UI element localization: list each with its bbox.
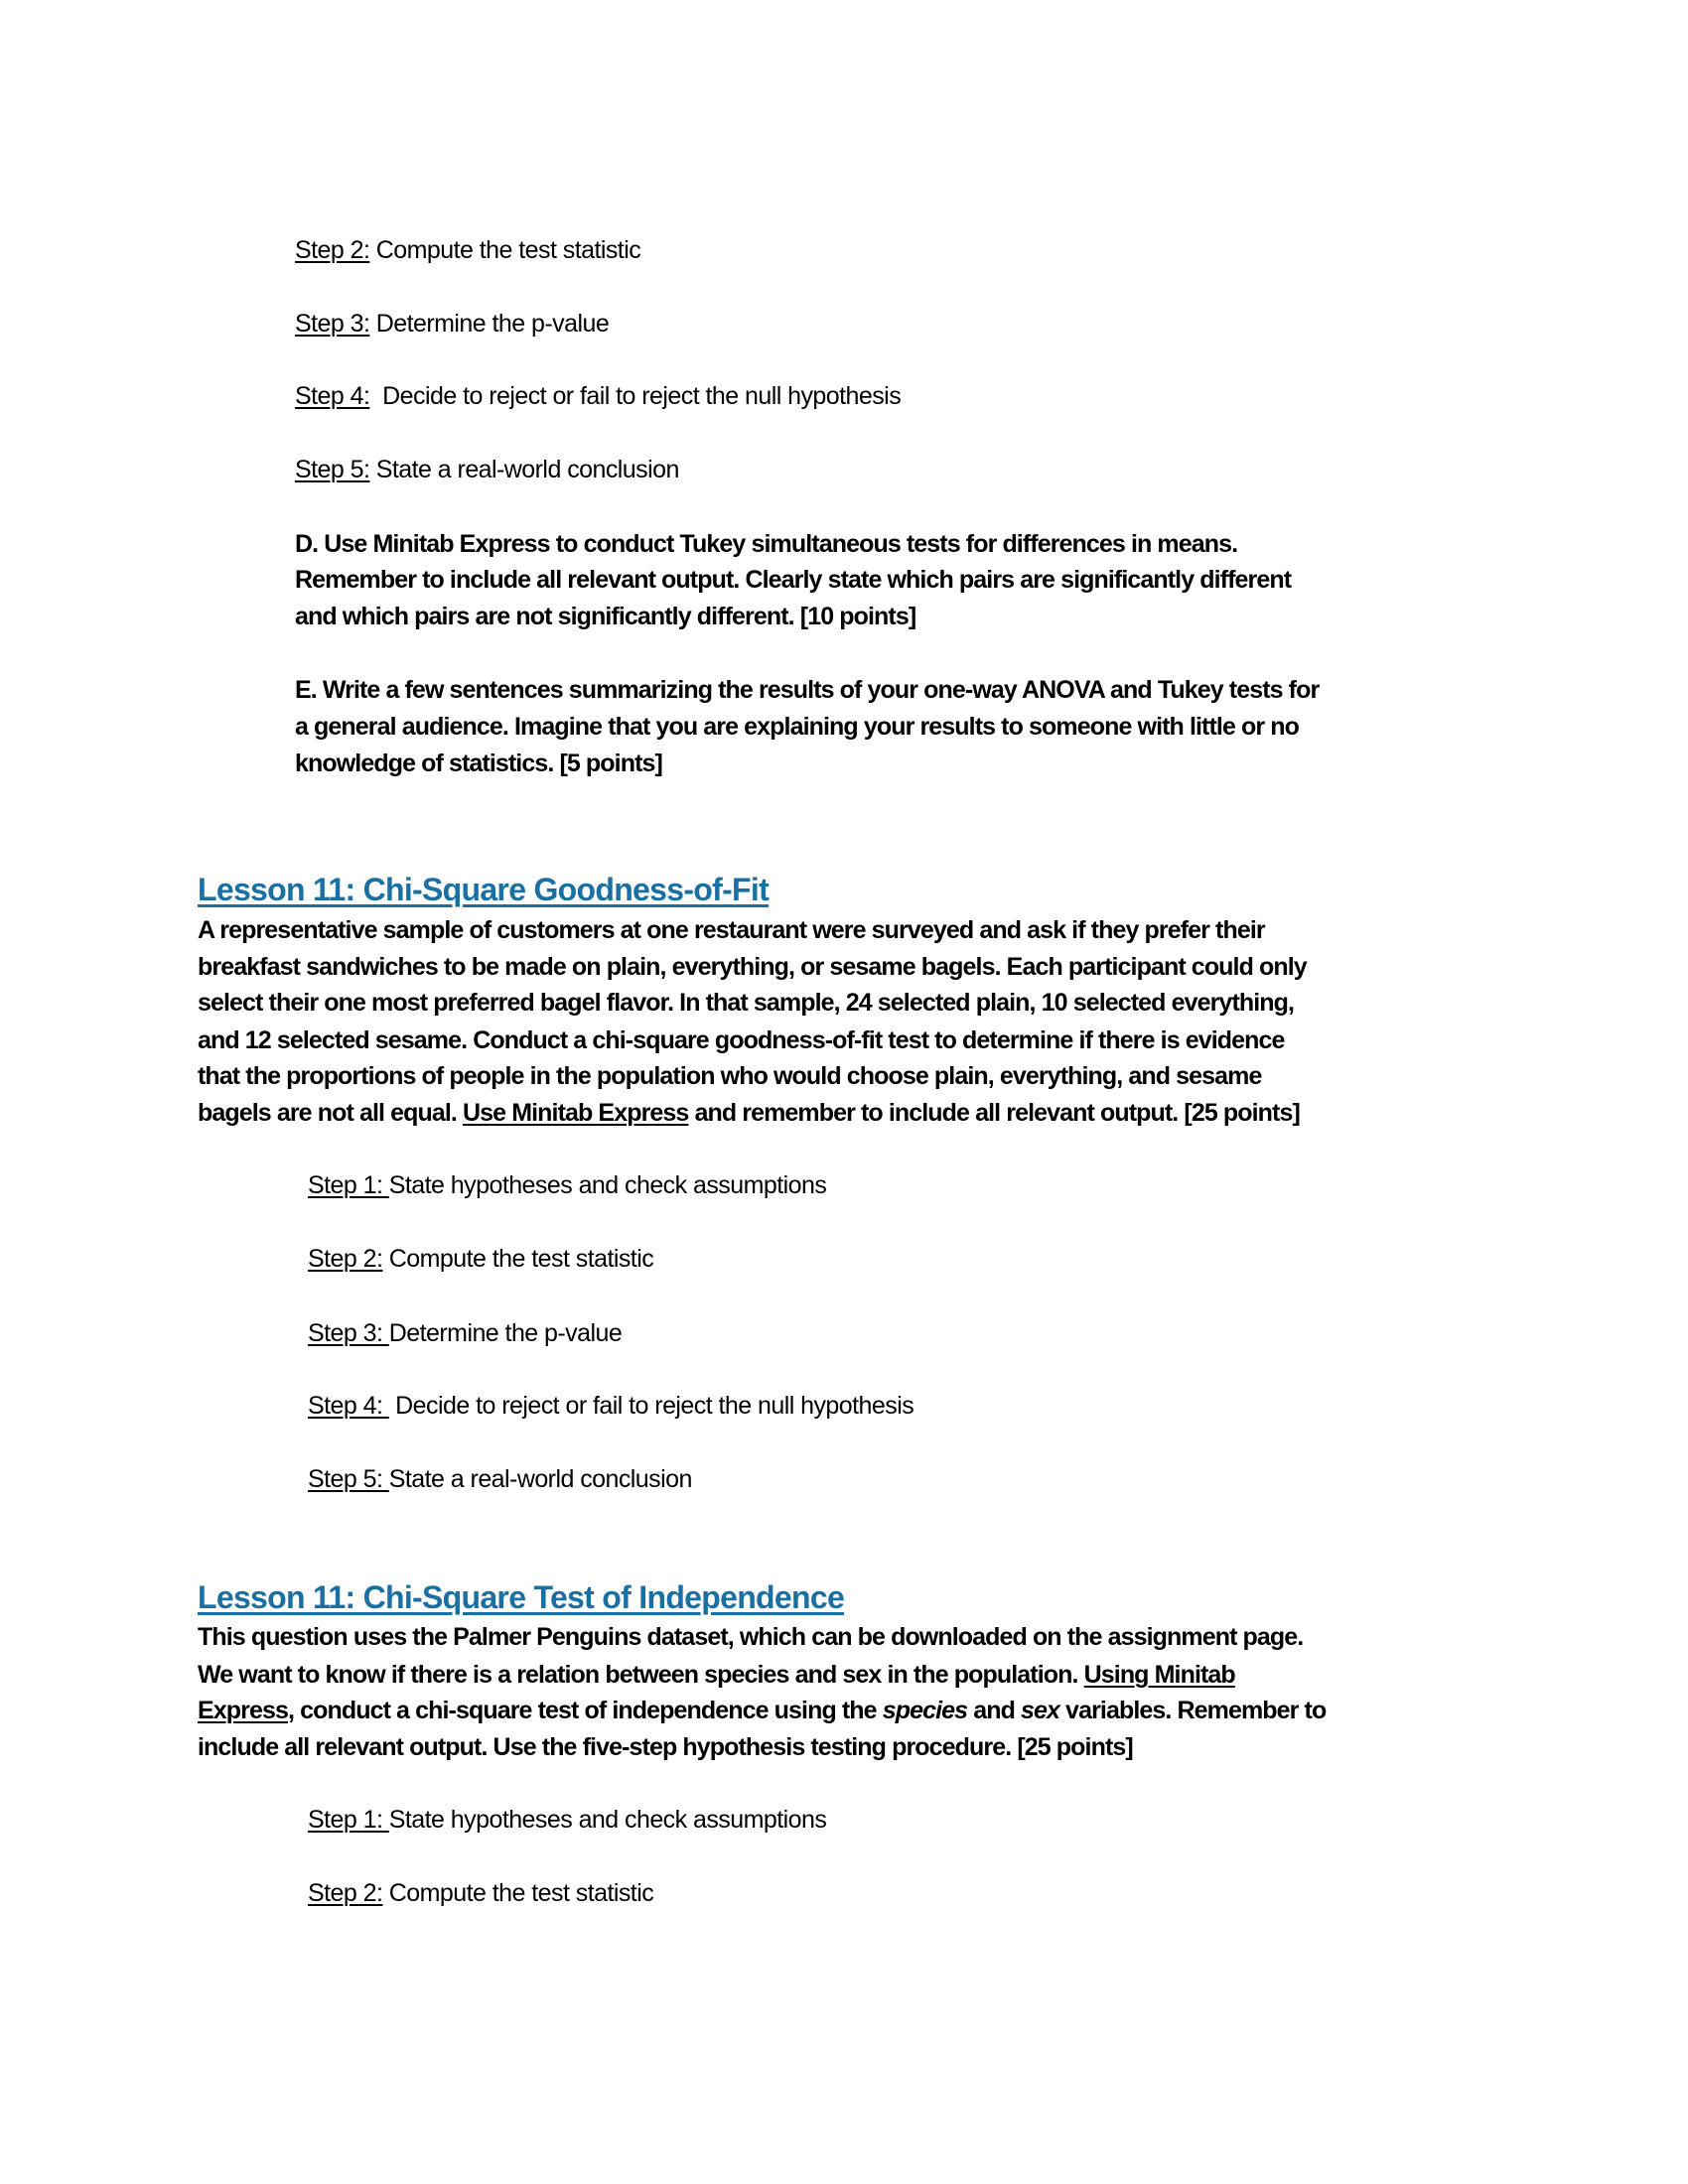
gof-line-6 bbox=[198, 1101, 1300, 1126]
ind-line-3-b: and bbox=[967, 1697, 1021, 1724]
step-label: Step 1: bbox=[308, 1806, 389, 1834]
ind-step-2 bbox=[308, 1881, 653, 1906]
anova-step-3 bbox=[295, 312, 609, 337]
gof-line-4: and 12 selected sesame. Conduct a chi-square goodness-of-fit test to determine if there is evidence bbox=[198, 1026, 1285, 1054]
step-text: Determine the p-value bbox=[369, 310, 610, 338]
goodness-of-fit-heading[interactable]: Lesson 11: Chi-Square Goodness-of-Fit bbox=[198, 872, 770, 907]
gof-line-5: that the proportions of people in the population who would choose plain, everything, and sesame bbox=[198, 1062, 1262, 1090]
ind-line-1: This question uses the Palmer Penguins dataset, which can be downloaded on the assignment page. bbox=[198, 1623, 1304, 1651]
step-text: State a real-world conclusion bbox=[369, 456, 679, 483]
gof-line-3: select their one most preferred bagel flavor. In that sample, 24 selected plain, 10 selected everything, bbox=[198, 989, 1295, 1017]
step-label: Step 2: bbox=[295, 236, 370, 264]
anova-step-5 bbox=[295, 458, 679, 482]
gof-step-3 bbox=[308, 1321, 622, 1346]
step-label: Step 3: bbox=[295, 310, 370, 338]
gof-line-6-after: and remember to include all relevant output. [25 points] bbox=[688, 1099, 1300, 1127]
gof-line-6-before: bagels are not all equal. bbox=[198, 1099, 463, 1127]
step-label: Step 4: bbox=[308, 1392, 389, 1420]
step-text: Compute the test statistic bbox=[369, 236, 641, 264]
step-text: State a real-world conclusion bbox=[388, 1465, 692, 1493]
express-link[interactable]: Express bbox=[198, 1697, 288, 1724]
step-text: Decide to reject or fail to reject the null hypothesis bbox=[388, 1392, 914, 1420]
step-text: Compute the test statistic bbox=[382, 1879, 654, 1907]
ind-line-3 bbox=[198, 1699, 1326, 1723]
gof-line-1: A representative sample of customers at one restaurant were surveyed and ask if they prefer their bbox=[198, 916, 1265, 944]
part-d-line-3: and which pairs are not significantly different. [10 points] bbox=[295, 603, 916, 630]
ind-line-4: include all relevant output. Use the five-step hypothesis testing procedure. [25 points] bbox=[198, 1733, 1133, 1761]
use-minitab-express-link[interactable]: Use Minitab Express bbox=[462, 1099, 689, 1127]
gof-step-1 bbox=[308, 1173, 826, 1198]
step-label: Step 5: bbox=[308, 1465, 389, 1493]
gof-step-5 bbox=[308, 1467, 692, 1492]
part-d-line-1: D. Use Minitab Express to conduct Tukey simultaneous tests for differences in means. bbox=[295, 530, 1238, 558]
using-minitab-link[interactable]: Using Minitab bbox=[1083, 1661, 1235, 1689]
step-label: Step 5: bbox=[295, 456, 370, 483]
step-text: State hypotheses and check assumptions bbox=[388, 1171, 827, 1199]
part-d-line-2: Remember to include all relevant output. Clearly state which pairs are significantly different bbox=[295, 566, 1292, 594]
step-label: Step 4: bbox=[295, 382, 370, 410]
ind-line-2 bbox=[198, 1663, 1235, 1688]
ind-line-3-c: variables. Remember to bbox=[1059, 1697, 1327, 1724]
step-label: Step 3: bbox=[308, 1319, 389, 1347]
step-text: Compute the test statistic bbox=[382, 1245, 654, 1273]
step-label: Step 1: bbox=[308, 1171, 389, 1199]
species-variable: species bbox=[882, 1697, 968, 1724]
step-text: Decide to reject or fail to reject the null hypothesis bbox=[369, 382, 902, 410]
anova-step-4 bbox=[295, 384, 901, 409]
step-label: Step 2: bbox=[308, 1879, 383, 1907]
step-label: Step 2: bbox=[308, 1245, 383, 1273]
ind-line-3-a: , conduct a chi-square test of independence using the bbox=[288, 1697, 883, 1724]
part-e-line-2: a general audience. Imagine that you are explaining your results to someone with little or no bbox=[295, 713, 1299, 741]
part-e-line-1: E. Write a few sentences summarizing the results of your one-way ANOVA and Tukey tests for bbox=[295, 676, 1320, 704]
gof-step-4 bbox=[308, 1394, 914, 1419]
ind-step-1 bbox=[308, 1808, 826, 1833]
gof-line-2: breakfast sandwiches to be made on plain, everything, or sesame bagels. Each participant could only bbox=[198, 953, 1307, 981]
independence-heading[interactable]: Lesson 11: Chi-Square Test of Independence bbox=[198, 1579, 845, 1615]
sex-variable: sex bbox=[1021, 1697, 1060, 1724]
gof-step-2 bbox=[308, 1247, 653, 1272]
anova-step-2 bbox=[295, 238, 640, 263]
step-text: Determine the p-value bbox=[388, 1319, 623, 1347]
step-text: State hypotheses and check assumptions bbox=[388, 1806, 827, 1834]
part-e-line-3: knowledge of statistics. [5 points] bbox=[295, 750, 662, 777]
ind-line-2-text: We want to know if there is a relation between species and sex in the population. bbox=[198, 1661, 1084, 1689]
